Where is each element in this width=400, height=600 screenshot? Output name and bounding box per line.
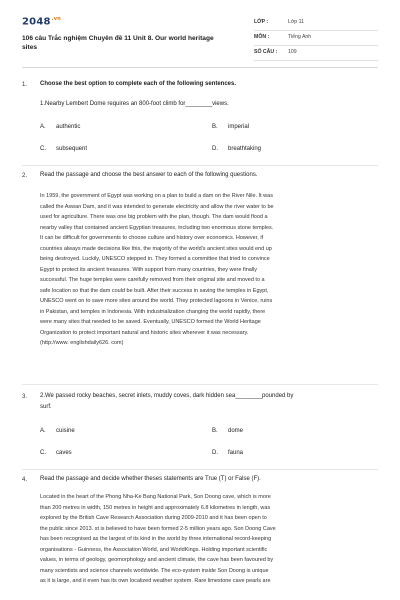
option-b[interactable] bbox=[212, 124, 249, 130]
option-text: imperial bbox=[228, 124, 250, 130]
reading-passage bbox=[40, 492, 378, 587]
passage-line: called the Aswan Dam, and it was intended to generate electricity and allow the river water to be bbox=[40, 203, 274, 210]
question-number: 2. bbox=[22, 173, 28, 179]
passage-line: used for agriculture. There was one big problem with the plan, though. The dam would flood a bbox=[40, 214, 268, 220]
passage-line: Organization to protect important natural and historic sites wherever it was necessary. bbox=[40, 329, 249, 336]
passage-line: has been recognised as the largest of its kind in the world by three international record-keeping bbox=[40, 536, 272, 542]
option-text: breathtaking bbox=[228, 146, 262, 152]
question-number: 1. bbox=[22, 82, 28, 88]
option-a[interactable] bbox=[40, 428, 75, 434]
passage-line: Located in the heart of the Phong Nha-Ke Bang National Park, Son Doong cave, which is more bbox=[40, 494, 271, 500]
passage-line: many scientists and science channels worldwide. The eco-system inside Son Doong is unique bbox=[40, 567, 269, 574]
meta-key: MÔN : bbox=[254, 34, 270, 40]
passage-line: organisations - Guinness, the Association World, and WorldKings. Holding important scientific bbox=[40, 546, 268, 553]
question-sentence-cont: surf. bbox=[40, 404, 52, 410]
option-label: B. bbox=[212, 124, 218, 130]
question-divider bbox=[22, 165, 378, 166]
meta-row-class bbox=[254, 16, 378, 31]
meta-value: 109 bbox=[288, 49, 297, 55]
option-text: authentic bbox=[56, 124, 81, 130]
option-label: A. bbox=[40, 124, 46, 130]
passage-line: In 1959, the government of Egypt was working on a plan to build a dam on the River Nile. It was bbox=[40, 193, 273, 199]
meta-row-subject bbox=[254, 31, 378, 46]
question-sentence: 1.Nearby Lembert Dome requires an 800-foot climb for________views. bbox=[40, 101, 229, 107]
question-number: 4. bbox=[22, 477, 28, 483]
option-text: caves bbox=[56, 450, 72, 456]
option-text: fauna bbox=[228, 450, 244, 456]
passage-line: Egypt to protect its ancient treasures. With support from many countries, they were finally bbox=[40, 266, 258, 273]
question-number: 3. bbox=[22, 394, 28, 400]
meta-key: LỚP : bbox=[254, 19, 269, 25]
meta-value: Tiếng Anh bbox=[288, 34, 312, 40]
passage-line: being destroyed. Luckily, UNESCO stepped in. They formed a committee that tried to convince bbox=[40, 256, 270, 262]
option-text: subsequent bbox=[56, 146, 88, 152]
site-logo[interactable] bbox=[22, 16, 61, 27]
option-b[interactable] bbox=[212, 428, 243, 434]
passage-line: It can be difficult for governments to choose culture and history over economics. However, if bbox=[40, 235, 264, 241]
option-d[interactable] bbox=[212, 450, 243, 456]
question-divider bbox=[22, 469, 378, 470]
option-label: C. bbox=[40, 146, 46, 152]
passage-line: nearby valley that contained ancient Egyptian treasures, including two enormous stone temples. bbox=[40, 224, 274, 231]
meta-key: SỐ CÂU : bbox=[254, 49, 278, 55]
meta-value: Lớp 11 bbox=[288, 19, 304, 25]
question-sentence: 2.We passed rocky beaches, secret inlets, muddy coves, dark hidden sea________pounded by bbox=[40, 393, 294, 399]
option-text: dome bbox=[228, 428, 244, 434]
passage-line: were many sites that needed to be saved. Eventually, UNESCO formed the World Heritage bbox=[40, 319, 261, 325]
option-label: A. bbox=[40, 428, 46, 434]
option-label: D. bbox=[212, 450, 218, 456]
metadata-table bbox=[254, 16, 378, 61]
header-divider bbox=[22, 67, 378, 68]
option-d[interactable] bbox=[212, 146, 261, 152]
document-header bbox=[22, 12, 378, 60]
option-c[interactable] bbox=[40, 146, 87, 152]
passage-line: explored by the British Cave Research Association during 2009-2010 and it has been open to bbox=[40, 515, 267, 521]
reading-passage bbox=[40, 191, 378, 349]
document-title: 106 câu Trắc nghiệm Chuyên đề 11 Unit 8. Our world heritage sites bbox=[22, 35, 214, 51]
option-label: C. bbox=[40, 450, 46, 456]
logo-text: 2048 bbox=[22, 16, 51, 28]
option-label: B. bbox=[212, 428, 218, 434]
passage-line: values, in terms of geology, geomorphology and ancient climate, the cave has been favoured by bbox=[40, 557, 274, 563]
question-divider bbox=[22, 384, 378, 385]
question-instruction: Read the passage and choose the best answer to each of the following questions. bbox=[40, 172, 258, 178]
option-c[interactable] bbox=[40, 450, 72, 456]
passage-source: (http://www. englishdaily626. com) bbox=[40, 340, 124, 346]
passage-line: UNESCO went on to save more sites around the world. They protected lagoons in Venice, ruins bbox=[40, 298, 273, 304]
logo-suffix: .vn bbox=[51, 16, 61, 22]
passage-line: as it is large, and it even has its own localized weather system. Rare limestone cave pearls are bbox=[40, 578, 271, 584]
question-instruction: Choose the best option to complete each of the following sentences. bbox=[40, 81, 237, 87]
option-text: cuisine bbox=[56, 428, 75, 434]
question-instruction: Read the passage and decide whether theses statements are True (T) or False (F). bbox=[40, 476, 261, 482]
passage-line: safe location so that the dam could be built. After their success in saving the temples in Egypt, bbox=[40, 287, 269, 294]
passage-line: in Pakistan, and temples in Indonesia. With industrialization changing the world rapidly, there bbox=[40, 308, 266, 315]
passage-line: successful. The huge temples were carefully removed from their original site and moved to a bbox=[40, 277, 265, 283]
passage-line: the public since 2013. st is believed to have been formed 2-5 million years ago. Son Doong Cave bbox=[40, 525, 276, 532]
option-label: D. bbox=[212, 146, 218, 152]
option-a[interactable] bbox=[40, 124, 80, 130]
meta-row-count bbox=[254, 46, 378, 61]
passage-line: countries always made decisions like this, the majority of the world's ancient sites would end up bbox=[40, 245, 272, 252]
passage-line: than 200 metres in width, 150 metres in height and approximately 6.8 kilometres in length, was bbox=[40, 504, 271, 511]
